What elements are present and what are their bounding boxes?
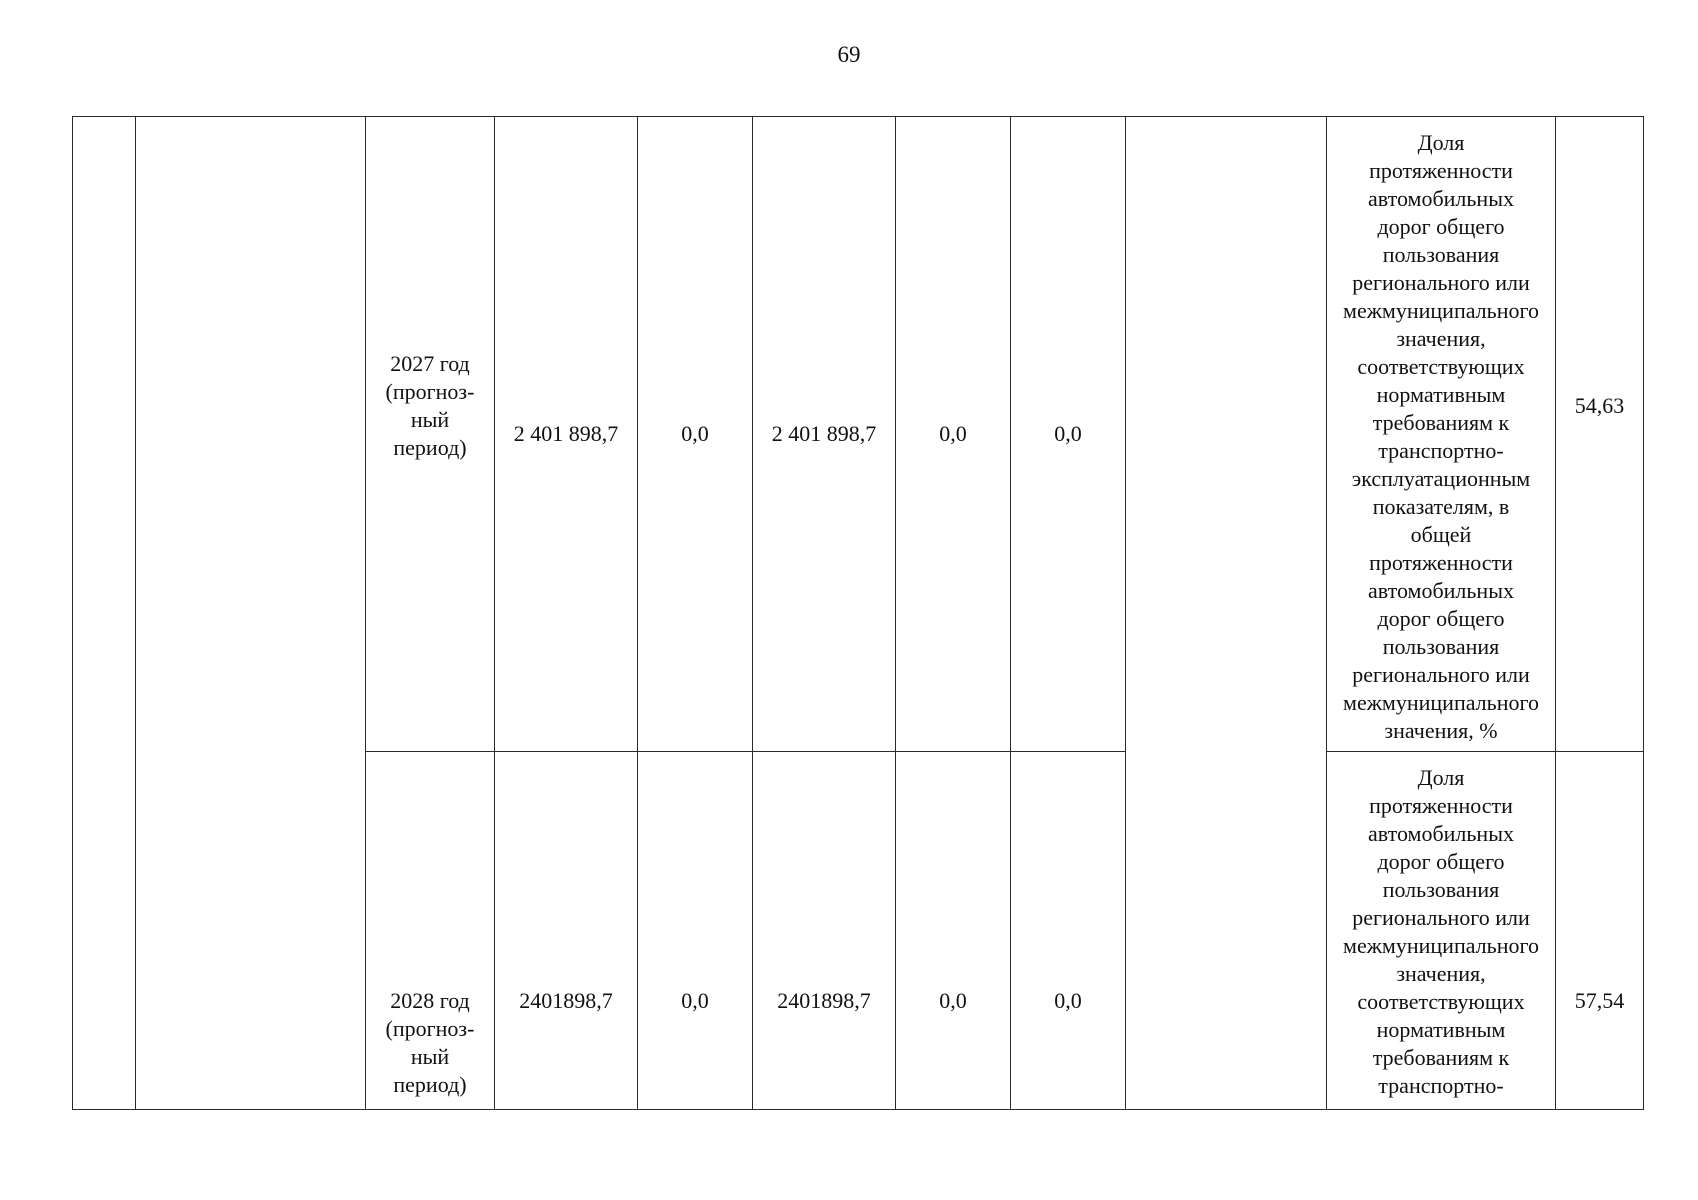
- indicator-line: автомобильных: [1368, 186, 1514, 211]
- executor-cell: [1126, 117, 1327, 1110]
- regional-value: 2401898,7: [753, 752, 896, 1110]
- indicator-line: пользования: [1382, 634, 1500, 659]
- year-note-line: ный: [410, 407, 450, 432]
- local-value: 0,0: [896, 117, 1011, 752]
- indicator-name: [1327, 117, 1556, 752]
- other-value: 0,0: [1011, 117, 1126, 752]
- year-cell: [366, 752, 495, 1110]
- year-label: 2028 год: [390, 988, 470, 1013]
- indicator-line: автомобильных: [1368, 578, 1514, 603]
- indicator-line: пользования: [1382, 242, 1500, 267]
- regional-value: 2 401 898,7: [753, 117, 896, 752]
- indicator-line: межмуниципального: [1343, 690, 1539, 715]
- indicator-line: значения,: [1396, 961, 1486, 986]
- indicator-line: межмуниципального: [1343, 933, 1539, 958]
- indicator-line: нормативным: [1376, 382, 1506, 407]
- indicator-value: [1556, 117, 1644, 752]
- indicator-line: дорог общего: [1377, 606, 1505, 631]
- indicator-line: требованиям к: [1372, 410, 1510, 435]
- budget-table: [72, 116, 1644, 1110]
- year-cell: [366, 117, 495, 752]
- indicator-name: [1327, 752, 1556, 1110]
- total-value: 2401898,7: [495, 752, 638, 1110]
- indicator-line: пользования: [1382, 877, 1500, 902]
- year-label: 2027 год: [390, 351, 470, 376]
- indicator-line: транспортно-: [1378, 1073, 1504, 1098]
- program-name-cell: [136, 117, 366, 1110]
- indicator-line: протяженности: [1369, 158, 1513, 183]
- indicator-line: нормативным: [1376, 1017, 1506, 1042]
- indicator-line: транспортно-: [1378, 438, 1504, 463]
- indicator-line: дорог общего: [1377, 849, 1505, 874]
- year-note-line: период): [393, 1072, 467, 1097]
- year-note-line: (прогноз-: [385, 1016, 475, 1041]
- indicator-line: межмуниципального: [1343, 298, 1539, 323]
- indicator-line: автомобильных: [1368, 821, 1514, 846]
- federal-value: 0,0: [638, 752, 753, 1110]
- page-number: 69: [837, 42, 861, 67]
- indicator-line: показателям, в: [1372, 494, 1510, 519]
- indicator-line: протяженности: [1369, 550, 1513, 575]
- indicator-line: общей: [1410, 522, 1472, 547]
- indicator-line: соответствующих: [1357, 354, 1525, 379]
- indicator-line: значения,: [1396, 326, 1486, 351]
- table-row-2027: [73, 117, 1644, 752]
- indicator-line: значения, %: [1384, 718, 1498, 743]
- year-note-line: ный: [410, 1044, 450, 1069]
- indicator-line: протяженности: [1369, 793, 1513, 818]
- year-note-line: (прогноз-: [385, 379, 475, 404]
- indicator-line: регионального или: [1352, 270, 1530, 295]
- indicator-line: соответствующих: [1357, 989, 1525, 1014]
- federal-value: 0,0: [638, 117, 753, 752]
- indicator-line: дорог общего: [1377, 214, 1505, 239]
- other-value: 0,0: [1011, 752, 1126, 1110]
- indicator-line: Доля: [1417, 765, 1465, 790]
- indicator-value: 57,54: [1556, 752, 1644, 1110]
- indicator-line: эксплуатационным: [1351, 466, 1531, 491]
- indicator-line: регионального или: [1352, 905, 1530, 930]
- indicator-value-text: 54,63: [1574, 393, 1625, 418]
- index-cell: [73, 117, 136, 1110]
- indicator-line: требованиям к: [1372, 1045, 1510, 1070]
- indicator-line: регионального или: [1352, 662, 1530, 687]
- year-note-line: период): [393, 435, 467, 460]
- local-value: 0,0: [896, 752, 1011, 1110]
- indicator-line: Доля: [1417, 130, 1465, 155]
- total-value: 2 401 898,7: [495, 117, 638, 752]
